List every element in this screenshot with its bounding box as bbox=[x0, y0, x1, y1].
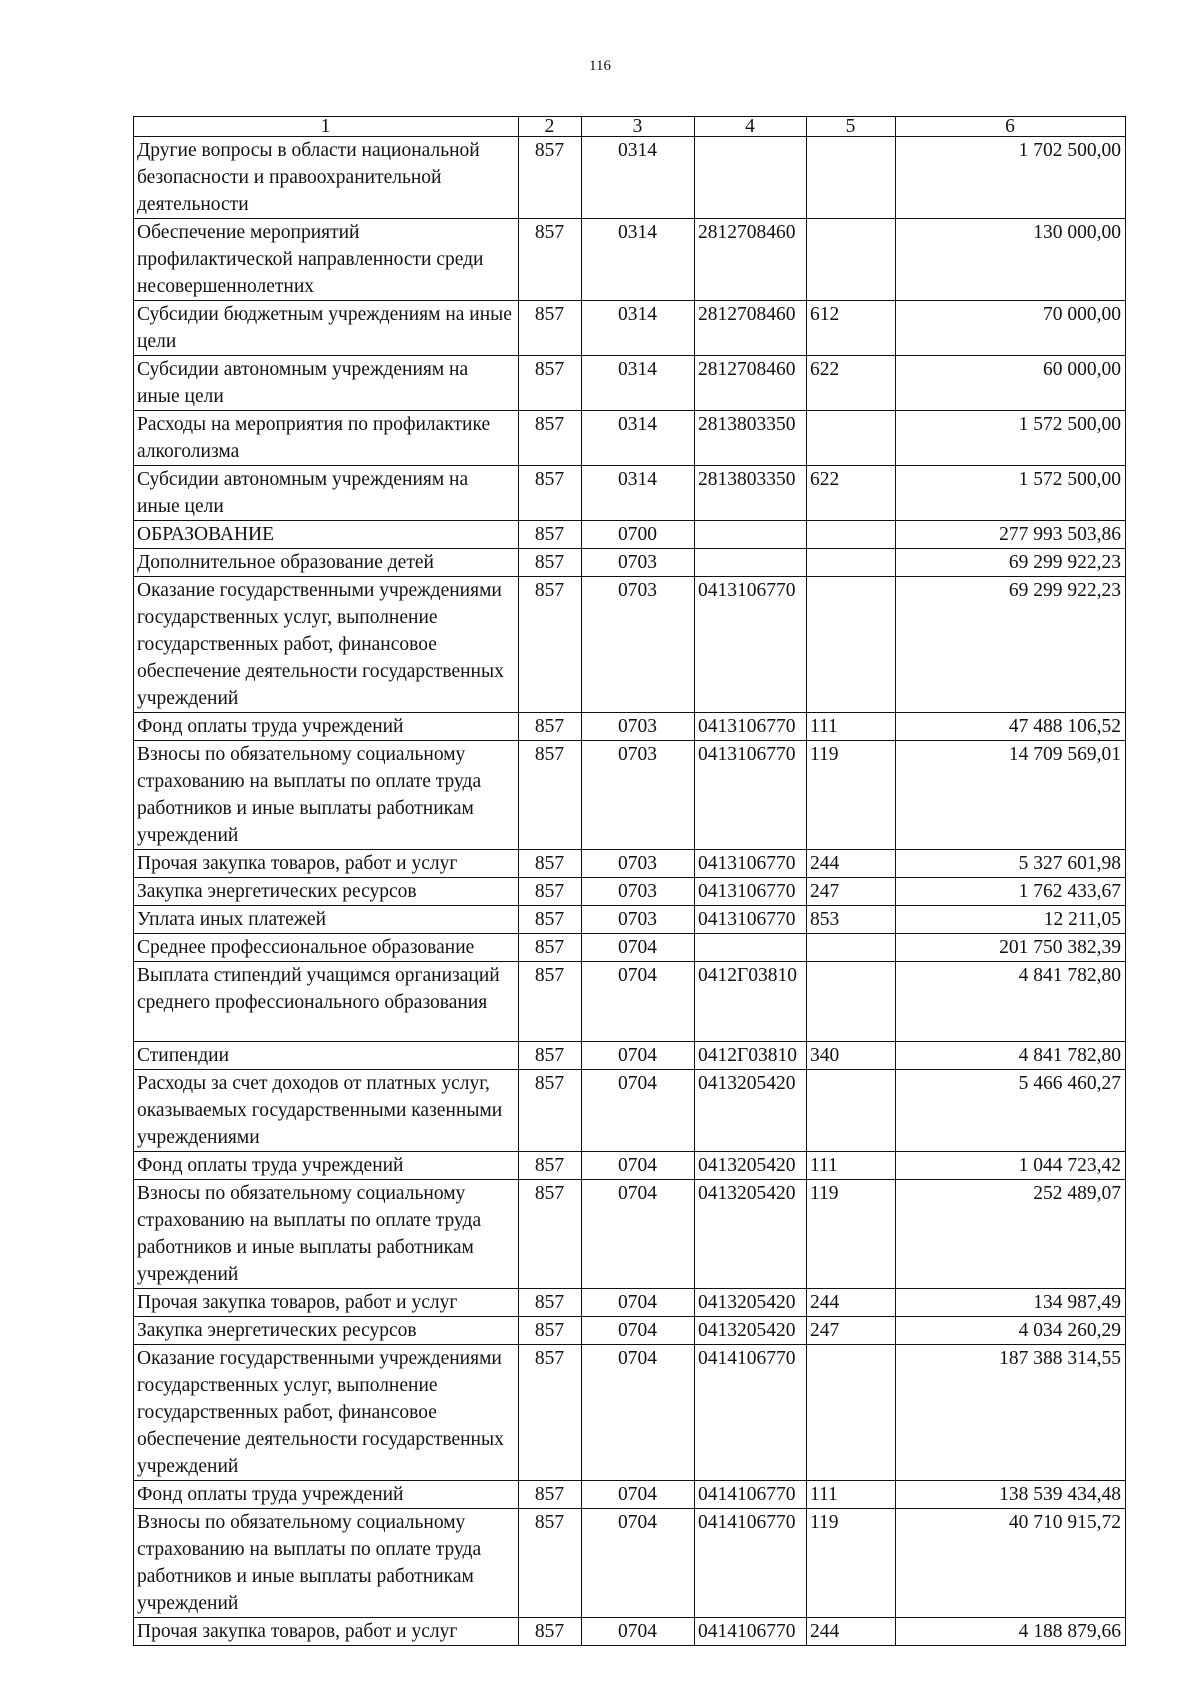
row-name: Оказание государственными учреждениями государственных услуг, выполнение государственных работ, финансовое обеспечение деятельности государственных учреждений bbox=[134, 577, 519, 713]
table-row bbox=[134, 301, 1126, 356]
row-ved: 857 bbox=[519, 878, 582, 906]
row-target: 2812708460 bbox=[695, 356, 807, 411]
row-amount: 134 987,49 bbox=[896, 1289, 1126, 1317]
row-vr bbox=[807, 577, 896, 713]
row-target bbox=[695, 521, 807, 549]
table-row bbox=[134, 219, 1126, 301]
row-amount: 69 299 922,23 bbox=[896, 577, 1126, 713]
row-section: 0703 bbox=[582, 549, 695, 577]
table-row bbox=[134, 1481, 1126, 1509]
row-amount: 1 762 433,67 bbox=[896, 878, 1126, 906]
row-target: 0413205420 bbox=[695, 1289, 807, 1317]
row-section: 0314 bbox=[582, 356, 695, 411]
row-ved: 857 bbox=[519, 1345, 582, 1481]
row-vr: 111 bbox=[807, 1481, 896, 1509]
row-name: Прочая закупка товаров, работ и услуг bbox=[134, 1618, 519, 1646]
row-target bbox=[695, 137, 807, 219]
row-amount: 187 388 314,55 bbox=[896, 1345, 1126, 1481]
row-name: Взносы по обязательному социальному страхованию на выплаты по оплате труда работников и иные выплаты работникам учреждений bbox=[134, 1509, 519, 1618]
table-row bbox=[134, 1289, 1126, 1317]
row-ved: 857 bbox=[519, 713, 582, 741]
row-amount: 1 572 500,00 bbox=[896, 466, 1126, 521]
row-ved: 857 bbox=[519, 1317, 582, 1345]
row-target: 2813803350 bbox=[695, 466, 807, 521]
row-section: 0700 bbox=[582, 521, 695, 549]
row-target: 2813803350 bbox=[695, 411, 807, 466]
row-amount: 1 572 500,00 bbox=[896, 411, 1126, 466]
row-ved: 857 bbox=[519, 301, 582, 356]
row-target: 0413106770 bbox=[695, 878, 807, 906]
table-row bbox=[134, 1345, 1126, 1481]
row-amount: 47 488 106,52 bbox=[896, 713, 1126, 741]
row-name: Закупка энергетических ресурсов bbox=[134, 878, 519, 906]
row-amount: 70 000,00 bbox=[896, 301, 1126, 356]
row-name: Прочая закупка товаров, работ и услуг bbox=[134, 1289, 519, 1317]
row-vr: 247 bbox=[807, 1317, 896, 1345]
table-row bbox=[134, 1070, 1126, 1152]
row-vr: 853 bbox=[807, 906, 896, 934]
row-amount: 1 044 723,42 bbox=[896, 1152, 1126, 1180]
row-section: 0703 bbox=[582, 878, 695, 906]
row-ved: 857 bbox=[519, 219, 582, 301]
row-target: 0413205420 bbox=[695, 1152, 807, 1180]
row-name: Обеспечение мероприятий профилактической направленности среди несовершеннолетних bbox=[134, 219, 519, 301]
row-vr: 247 bbox=[807, 878, 896, 906]
row-ved: 857 bbox=[519, 466, 582, 521]
row-ved: 857 bbox=[519, 962, 582, 1042]
row-name: Дополнительное образование детей bbox=[134, 549, 519, 577]
row-amount: 4 034 260,29 bbox=[896, 1317, 1126, 1345]
row-target: 2812708460 bbox=[695, 301, 807, 356]
row-ved: 857 bbox=[519, 1289, 582, 1317]
header-col-3: 3 bbox=[582, 117, 695, 137]
table-row bbox=[134, 713, 1126, 741]
row-name: Взносы по обязательному социальному страхованию на выплаты по оплате труда работников и иные выплаты работникам учреждений bbox=[134, 741, 519, 850]
row-name: Субсидии бюджетным учреждениям на иные цели bbox=[134, 301, 519, 356]
row-section: 0704 bbox=[582, 1042, 695, 1070]
row-target: 0413205420 bbox=[695, 1317, 807, 1345]
table-row bbox=[134, 521, 1126, 549]
row-section: 0703 bbox=[582, 741, 695, 850]
row-target: 0413205420 bbox=[695, 1180, 807, 1289]
table-row bbox=[134, 466, 1126, 521]
page-number: 116 bbox=[589, 58, 611, 74]
row-target: 0412Г03810 bbox=[695, 1042, 807, 1070]
row-target: 0413106770 bbox=[695, 906, 807, 934]
row-amount: 60 000,00 bbox=[896, 356, 1126, 411]
row-section: 0704 bbox=[582, 1618, 695, 1646]
row-amount: 1 702 500,00 bbox=[896, 137, 1126, 219]
row-ved: 857 bbox=[519, 850, 582, 878]
row-ved: 857 bbox=[519, 1070, 582, 1152]
row-amount: 252 489,07 bbox=[896, 1180, 1126, 1289]
row-vr bbox=[807, 411, 896, 466]
table-row bbox=[134, 741, 1126, 850]
row-amount: 138 539 434,48 bbox=[896, 1481, 1126, 1509]
header-row bbox=[134, 117, 1126, 137]
row-target: 0412Г03810 bbox=[695, 962, 807, 1042]
row-name: Оказание государственными учреждениями государственных услуг, выполнение государственных работ, финансовое обеспечение деятельности государственных учреждений bbox=[134, 1345, 519, 1481]
row-section: 0704 bbox=[582, 1345, 695, 1481]
row-vr bbox=[807, 549, 896, 577]
row-amount: 12 211,05 bbox=[896, 906, 1126, 934]
row-target bbox=[695, 934, 807, 962]
row-amount: 14 709 569,01 bbox=[896, 741, 1126, 850]
row-name: Закупка энергетических ресурсов bbox=[134, 1317, 519, 1345]
table-row bbox=[134, 356, 1126, 411]
row-vr: 119 bbox=[807, 1180, 896, 1289]
row-vr: 111 bbox=[807, 713, 896, 741]
row-ved: 857 bbox=[519, 906, 582, 934]
row-name: Фонд оплаты труда учреждений bbox=[134, 1481, 519, 1509]
table-body bbox=[134, 137, 1126, 1646]
row-name: Расходы на мероприятия по профилактике алкоголизма bbox=[134, 411, 519, 466]
row-vr: 340 bbox=[807, 1042, 896, 1070]
row-amount: 4 841 782,80 bbox=[896, 962, 1126, 1042]
row-ved: 857 bbox=[519, 356, 582, 411]
row-ved: 857 bbox=[519, 549, 582, 577]
row-section: 0704 bbox=[582, 1317, 695, 1345]
row-amount: 277 993 503,86 bbox=[896, 521, 1126, 549]
header-col-1: 1 bbox=[134, 117, 519, 137]
row-target: 0413205420 bbox=[695, 1070, 807, 1152]
row-target: 0414106770 bbox=[695, 1618, 807, 1646]
row-target: 0414106770 bbox=[695, 1345, 807, 1481]
row-ved: 857 bbox=[519, 1152, 582, 1180]
row-section: 0314 bbox=[582, 219, 695, 301]
row-ved: 857 bbox=[519, 741, 582, 850]
row-section: 0704 bbox=[582, 1070, 695, 1152]
header-col-2: 2 bbox=[519, 117, 582, 137]
row-amount: 5 327 601,98 bbox=[896, 850, 1126, 878]
row-amount: 69 299 922,23 bbox=[896, 549, 1126, 577]
row-ved: 857 bbox=[519, 934, 582, 962]
row-section: 0314 bbox=[582, 411, 695, 466]
row-section: 0704 bbox=[582, 1509, 695, 1618]
row-section: 0703 bbox=[582, 906, 695, 934]
row-ved: 857 bbox=[519, 1042, 582, 1070]
row-target: 0413106770 bbox=[695, 741, 807, 850]
table-row bbox=[134, 1180, 1126, 1289]
row-target: 0414106770 bbox=[695, 1481, 807, 1509]
header-col-6: 6 bbox=[896, 117, 1126, 137]
row-section: 0704 bbox=[582, 962, 695, 1042]
row-name: Стипендии bbox=[134, 1042, 519, 1070]
row-vr: 622 bbox=[807, 356, 896, 411]
row-vr bbox=[807, 219, 896, 301]
row-section: 0703 bbox=[582, 850, 695, 878]
row-ved: 857 bbox=[519, 137, 582, 219]
table-row bbox=[134, 962, 1126, 1042]
table-row bbox=[134, 411, 1126, 466]
row-section: 0704 bbox=[582, 934, 695, 962]
row-target: 0413106770 bbox=[695, 577, 807, 713]
row-vr bbox=[807, 137, 896, 219]
row-ved: 857 bbox=[519, 411, 582, 466]
row-ved: 857 bbox=[519, 577, 582, 713]
row-amount: 4 188 879,66 bbox=[896, 1618, 1126, 1646]
row-amount: 201 750 382,39 bbox=[896, 934, 1126, 962]
table-row bbox=[134, 1618, 1126, 1646]
table-row bbox=[134, 850, 1126, 878]
table-row bbox=[134, 137, 1126, 219]
row-section: 0704 bbox=[582, 1481, 695, 1509]
row-name: Взносы по обязательному социальному страхованию на выплаты по оплате труда работников и иные выплаты работникам учреждений bbox=[134, 1180, 519, 1289]
table-row bbox=[134, 1317, 1126, 1345]
row-name: Среднее профессиональное образование bbox=[134, 934, 519, 962]
row-section: 0704 bbox=[582, 1152, 695, 1180]
row-target: 0414106770 bbox=[695, 1509, 807, 1618]
row-ved: 857 bbox=[519, 1180, 582, 1289]
row-section: 0704 bbox=[582, 1180, 695, 1289]
row-vr: 111 bbox=[807, 1152, 896, 1180]
table-row bbox=[134, 1042, 1126, 1070]
row-amount: 130 000,00 bbox=[896, 219, 1126, 301]
header-col-4: 4 bbox=[695, 117, 807, 137]
row-vr: 119 bbox=[807, 1509, 896, 1618]
row-section: 0314 bbox=[582, 301, 695, 356]
row-name: Другие вопросы в области национальной безопасности и правоохранительной деятельности bbox=[134, 137, 519, 219]
row-vr bbox=[807, 934, 896, 962]
row-vr bbox=[807, 1345, 896, 1481]
row-section: 0704 bbox=[582, 1289, 695, 1317]
table-row bbox=[134, 934, 1126, 962]
row-vr: 622 bbox=[807, 466, 896, 521]
table-row bbox=[134, 1509, 1126, 1618]
row-name: Субсидии автономным учреждениям на иные цели bbox=[134, 356, 519, 411]
row-name: Выплата стипендий учащимся организаций среднего профессионального образования bbox=[134, 962, 519, 1042]
row-target: 0413106770 bbox=[695, 850, 807, 878]
row-ved: 857 bbox=[519, 1481, 582, 1509]
row-vr: 612 bbox=[807, 301, 896, 356]
table-row bbox=[134, 906, 1126, 934]
row-ved: 857 bbox=[519, 1618, 582, 1646]
row-target: 2812708460 bbox=[695, 219, 807, 301]
row-name: Прочая закупка товаров, работ и услуг bbox=[134, 850, 519, 878]
row-amount: 40 710 915,72 bbox=[896, 1509, 1126, 1618]
row-vr: 119 bbox=[807, 741, 896, 850]
table-row bbox=[134, 549, 1126, 577]
row-target bbox=[695, 549, 807, 577]
row-target: 0413106770 bbox=[695, 713, 807, 741]
row-ved: 857 bbox=[519, 1509, 582, 1618]
budget-table bbox=[133, 116, 1126, 1646]
row-name: Уплата иных платежей bbox=[134, 906, 519, 934]
row-name: Фонд оплаты труда учреждений bbox=[134, 713, 519, 741]
row-ved: 857 bbox=[519, 521, 582, 549]
row-vr bbox=[807, 962, 896, 1042]
row-section: 0703 bbox=[582, 577, 695, 713]
table-row bbox=[134, 878, 1126, 906]
row-vr: 244 bbox=[807, 1289, 896, 1317]
row-section: 0703 bbox=[582, 713, 695, 741]
row-vr: 244 bbox=[807, 850, 896, 878]
row-vr bbox=[807, 1070, 896, 1152]
row-vr bbox=[807, 521, 896, 549]
row-name: ОБРАЗОВАНИЕ bbox=[134, 521, 519, 549]
table-row bbox=[134, 577, 1126, 713]
row-name: Расходы за счет доходов от платных услуг, оказываемых государственными казенными учреждениями bbox=[134, 1070, 519, 1152]
row-name: Фонд оплаты труда учреждений bbox=[134, 1152, 519, 1180]
table-row bbox=[134, 1152, 1126, 1180]
row-name: Субсидии автономным учреждениям на иные цели bbox=[134, 466, 519, 521]
row-vr: 244 bbox=[807, 1618, 896, 1646]
row-amount: 5 466 460,27 bbox=[896, 1070, 1126, 1152]
row-section: 0314 bbox=[582, 137, 695, 219]
row-section: 0314 bbox=[582, 466, 695, 521]
row-amount: 4 841 782,80 bbox=[896, 1042, 1126, 1070]
header-col-5: 5 bbox=[807, 117, 896, 137]
